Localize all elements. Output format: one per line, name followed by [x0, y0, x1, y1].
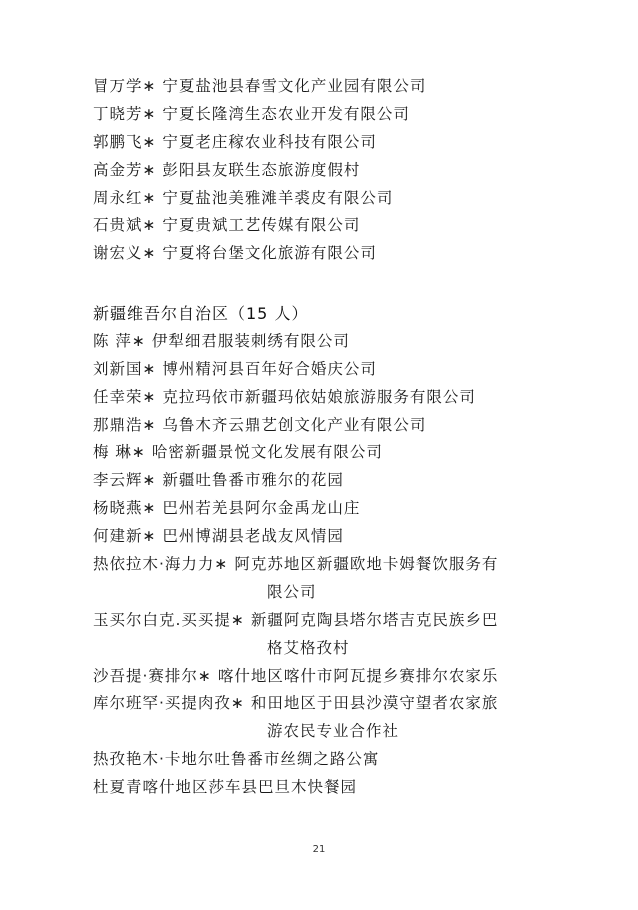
list-item: 丁晓芳∗ 宁夏长隆湾生态农业开发有限公司	[93, 104, 410, 123]
list-item: 谢宏义∗ 宁夏将台堡文化旅游有限公司	[93, 244, 377, 263]
list-item: 库尔班罕·买提肉孜∗ 和田地区于田县沙漠守望者农家旅	[93, 694, 499, 713]
list-item: 杜夏青喀什地区莎车县巴旦木快餐园	[93, 778, 358, 797]
ningxia-list	[93, 73, 563, 268]
page-number: 21	[312, 844, 326, 855]
list-item-continuation: 限公司	[267, 582, 317, 601]
section-heading: 新疆维吾尔自治区（15 人）	[93, 304, 309, 323]
list-item: 梅 琳∗ 哈密新疆景悦文化发展有限公司	[93, 443, 383, 462]
list-item: 周永红∗ 宁夏盐池美雅滩羊裘皮有限公司	[93, 188, 394, 207]
list-item: 郭鹏飞∗ 宁夏老庄稼农业科技有限公司	[93, 132, 377, 151]
list-item: 石贵斌∗ 宁夏贵斌工艺传媒有限公司	[93, 216, 361, 235]
list-item: 刘新国∗ 博州精河县百年好合婚庆公司	[93, 359, 377, 378]
list-item: 何建新∗ 巴州博湖县老战友风情园	[93, 527, 344, 546]
list-item: 杨晓燕∗ 巴州若羌县阿尔金禹龙山庄	[93, 499, 361, 518]
list-item: 沙吾提·赛排尔∗ 喀什地区喀什市阿瓦提乡赛排尔农家乐	[93, 666, 499, 685]
list-item: 冒万学∗ 宁夏盐池县春雪文化产业园有限公司	[93, 77, 427, 95]
list-item: 任幸荣∗ 克拉玛依市新疆玛依姑娘旅游服务有限公司	[93, 387, 476, 406]
list-item: 那鼎浩∗ 乌鲁木齐云鼎艺创文化产业有限公司	[93, 415, 427, 434]
list-item-continuation: 游农民专业合作社	[267, 722, 400, 741]
list-item-continuation: 格艾格孜村	[267, 638, 350, 657]
list-item: 李云辉∗ 新疆吐鲁番市雅尔的花园	[93, 471, 344, 490]
list-item: 玉买尔白克.买买提∗ 新疆阿克陶县塔尔塔吉克民族乡巴	[93, 610, 499, 629]
list-item: 陈 萍∗ 伊犁细君服装刺绣有限公司	[93, 331, 350, 350]
list-item: 高金芳∗ 彭阳县友联生态旅游度假村	[93, 160, 361, 179]
list-item: 热孜艳木·卡地尔吐鲁番市丝绸之路公寓	[93, 750, 380, 769]
list-item: 热依拉木·海力力∗ 阿克苏地区新疆欧地卡姆餐饮服务有	[93, 555, 499, 574]
xinjiang-section	[93, 300, 563, 802]
